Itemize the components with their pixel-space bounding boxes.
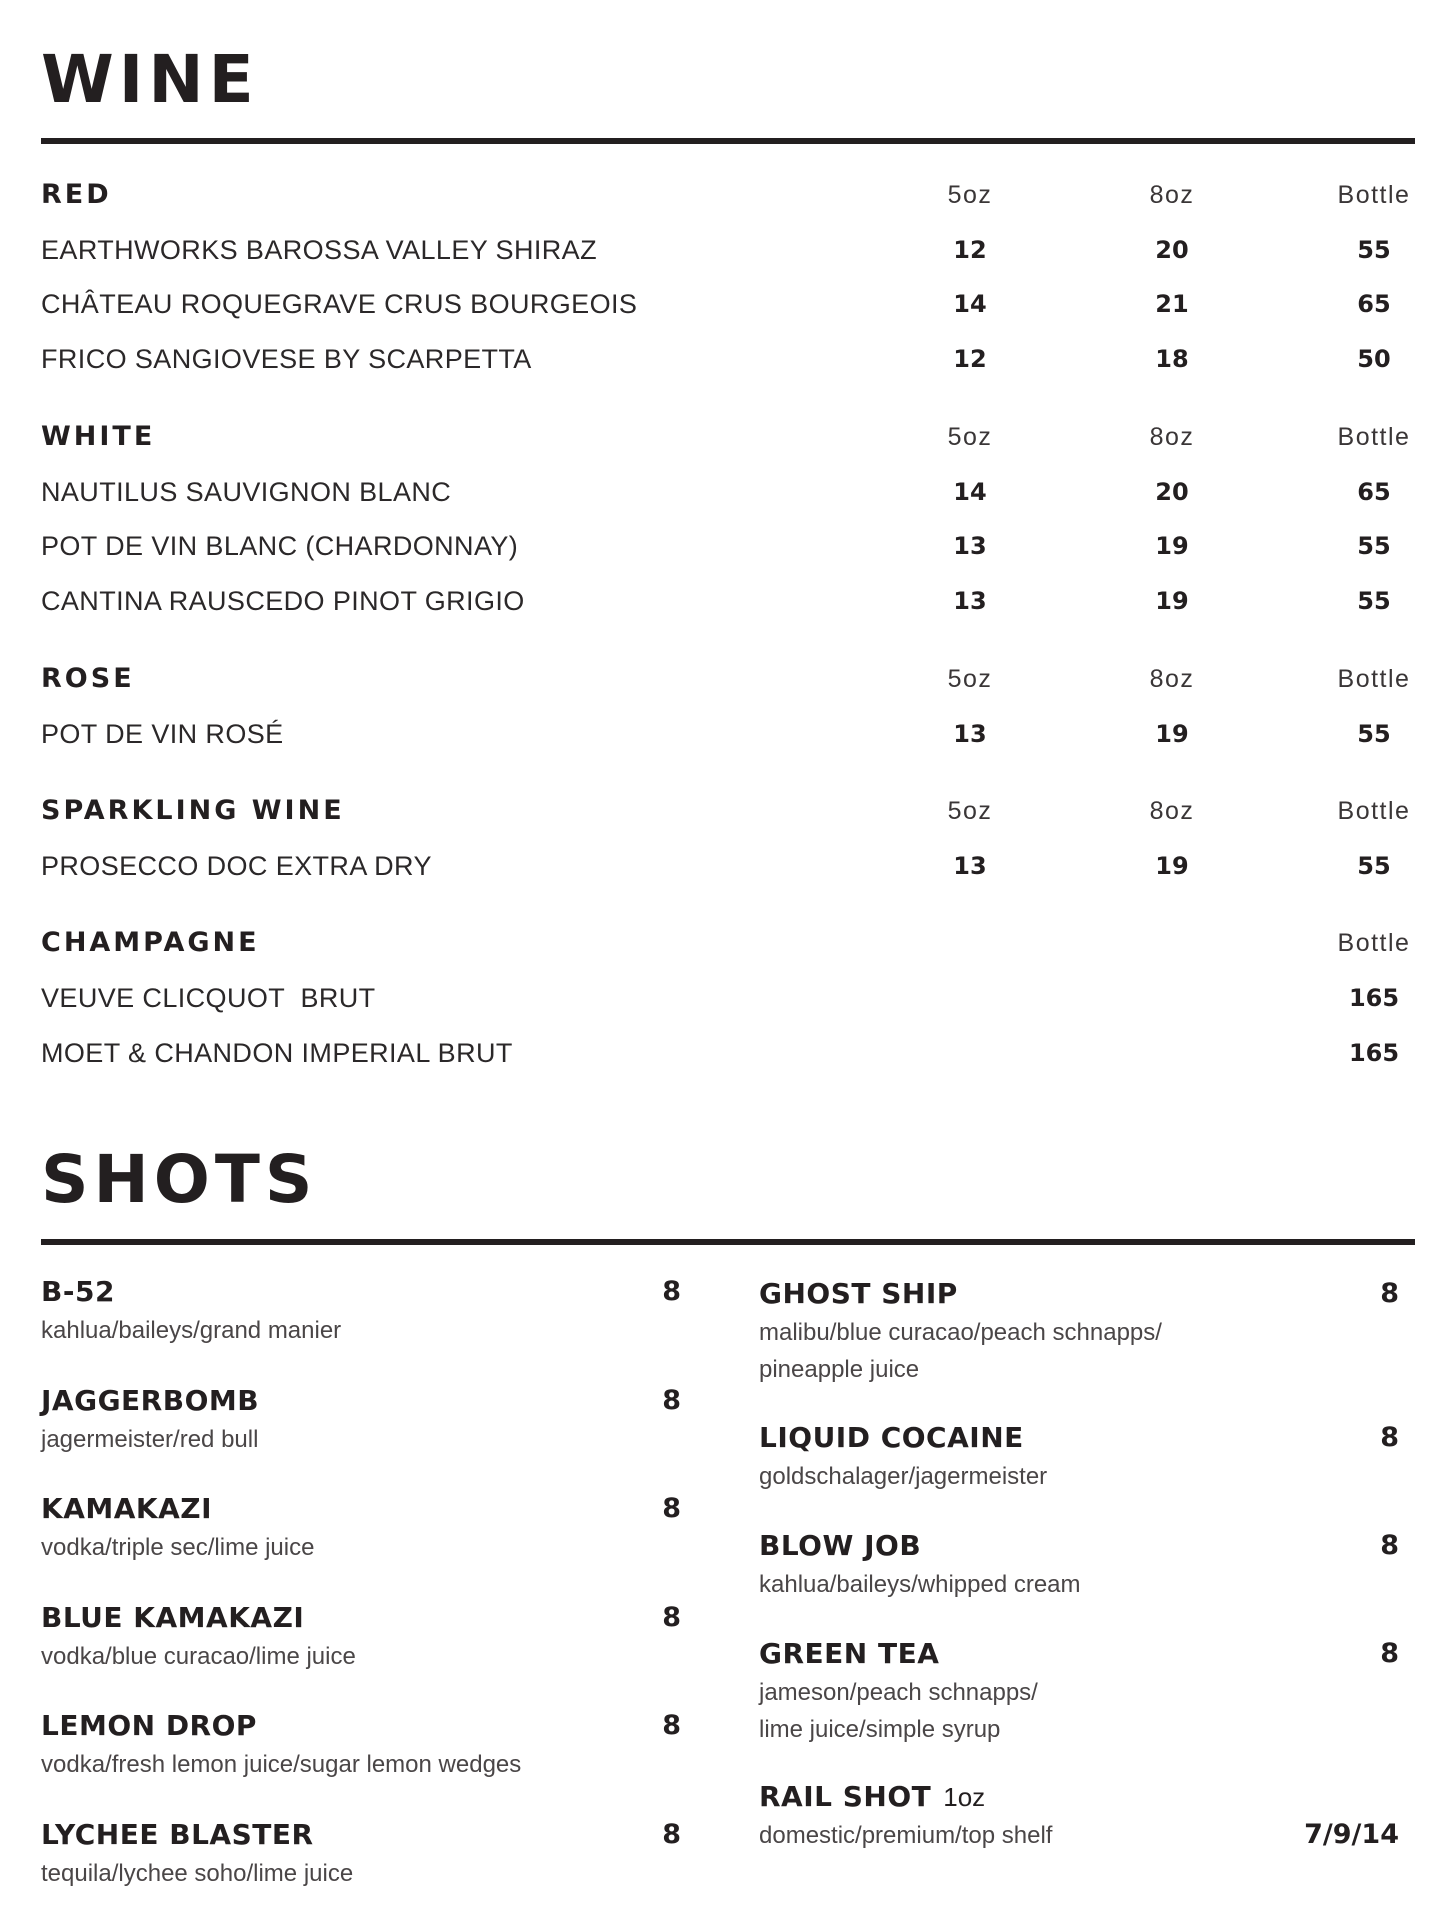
shot-price: 8 xyxy=(1380,1530,1399,1561)
wine-item xyxy=(41,978,1415,1018)
price-5oz: 14 xyxy=(953,290,987,318)
shot-price: 8 xyxy=(1380,1638,1399,1669)
size-header-8oz: 8oz xyxy=(1149,665,1195,693)
shot-name: LIQUID COCAINE xyxy=(759,1421,1024,1454)
price-bottle: 55 xyxy=(1357,720,1391,748)
price-5oz: 13 xyxy=(953,587,987,615)
shot-ingredients: jagermeister/red bull xyxy=(41,1426,259,1453)
menu-page xyxy=(41,0,1415,1920)
price-bottle: 65 xyxy=(1357,478,1391,506)
wine-name: POT DE VIN BLANC (CHARDONNAY) xyxy=(41,531,519,561)
price-5oz: 13 xyxy=(953,720,987,748)
shots-title: SHOTS xyxy=(41,1141,318,1218)
price-8oz: 20 xyxy=(1155,478,1189,506)
shot-price: 8 xyxy=(662,1276,681,1307)
category-header xyxy=(41,659,1415,699)
shot-name: BLUE KAMAKAZI xyxy=(41,1601,305,1634)
shot-name: LEMON DROP xyxy=(41,1709,257,1742)
size-header-bottle: Bottle xyxy=(1337,665,1411,693)
shot-ingredients: kahlua/baileys/whipped cream xyxy=(759,1571,1081,1598)
shot-name: LYCHEE BLASTER xyxy=(41,1818,314,1851)
shot-ingredients: kahlua/baileys/grand manier xyxy=(41,1317,342,1344)
shot-price: 8 xyxy=(1380,1422,1399,1453)
wine-title: WINE xyxy=(41,41,259,118)
size-header-5oz: 5oz xyxy=(947,423,993,451)
price-bottle: 55 xyxy=(1357,852,1391,880)
shot-ingredients: vodka/blue curacao/lime juice xyxy=(41,1643,356,1670)
price-5oz: 13 xyxy=(953,532,987,560)
price-8oz: 20 xyxy=(1155,236,1189,264)
category-label: ROSE xyxy=(41,663,135,694)
price-8oz: 18 xyxy=(1155,345,1189,373)
shot-name: KAMAKAZI xyxy=(41,1492,212,1525)
ingredients-line: lime juice/simple syrup xyxy=(759,1716,1001,1743)
shot-price: 8 xyxy=(1380,1278,1399,1309)
price-5oz: 12 xyxy=(953,236,987,264)
wine-name: MOET & CHANDON IMPERIAL BRUT xyxy=(41,1038,513,1068)
price-bottle: 50 xyxy=(1357,345,1391,373)
price-8oz: 19 xyxy=(1155,532,1189,560)
wine-name: EARTHWORKS BAROSSA VALLEY SHIRAZ xyxy=(41,235,597,265)
shot-name xyxy=(759,1779,985,1815)
shot-ingredients: tequila/lychee soho/lime juice xyxy=(41,1860,354,1887)
shot-ingredients xyxy=(759,1314,1162,1388)
shot-name-text: RAIL SHOT xyxy=(759,1780,932,1813)
shot-price: 8 xyxy=(662,1710,681,1741)
category-header xyxy=(41,923,1415,963)
price-5oz: 12 xyxy=(953,345,987,373)
category-label: RED xyxy=(41,179,112,210)
ingredients-line: pineapple juice xyxy=(759,1356,920,1383)
wine-item xyxy=(41,1033,1415,1073)
shot-ingredients xyxy=(759,1674,1038,1748)
category-header xyxy=(41,791,1415,831)
size-header-bottle: Bottle xyxy=(1337,423,1411,451)
price-bottle: 165 xyxy=(1348,1039,1400,1067)
shot-name: GREEN TEA xyxy=(759,1637,940,1670)
wine-item xyxy=(41,230,1415,270)
price-5oz: 14 xyxy=(953,478,987,506)
shot-ingredients: vodka/fresh lemon juice/sugar lemon wedges xyxy=(41,1751,522,1778)
price-bottle: 65 xyxy=(1357,290,1391,318)
price-8oz: 21 xyxy=(1155,290,1189,318)
wine-name: POT DE VIN ROSÉ xyxy=(41,719,284,749)
shot-price: 7/9/14 xyxy=(1304,1819,1399,1850)
size-header-8oz: 8oz xyxy=(1149,797,1195,825)
shot-name: GHOST SHIP xyxy=(759,1277,958,1310)
wine-name: CANTINA RAUSCEDO PINOT GRIGIO xyxy=(41,586,525,616)
wine-name: CHÂTEAU ROQUEGRAVE CRUS BOURGEOIS xyxy=(41,289,638,319)
shot-price: 8 xyxy=(662,1493,681,1524)
price-bottle: 55 xyxy=(1357,236,1391,264)
price-bottle: 55 xyxy=(1357,532,1391,560)
shot-name: B-52 xyxy=(41,1275,115,1308)
wine-name: FRICO SANGIOVESE BY SCARPETTA xyxy=(41,344,532,374)
category-label: WHITE xyxy=(41,421,156,452)
wine-item xyxy=(41,714,1415,754)
wine-item xyxy=(41,526,1415,566)
size-header-8oz: 8oz xyxy=(1149,423,1195,451)
wine-name: VEUVE CLICQUOT BRUT xyxy=(41,983,376,1013)
wine-item xyxy=(41,339,1415,379)
shot-unit: 1oz xyxy=(943,1782,986,1812)
price-bottle: 165 xyxy=(1348,984,1400,1012)
size-header-bottle: Bottle xyxy=(1337,929,1411,957)
price-8oz: 19 xyxy=(1155,587,1189,615)
wine-name: PROSECCO DOC EXTRA DRY xyxy=(41,851,432,881)
price-8oz: 19 xyxy=(1155,720,1189,748)
category-label: SPARKLING WINE xyxy=(41,795,345,826)
ingredients-line: malibu/blue curacao/peach schnapps/ xyxy=(759,1319,1162,1346)
category-label: CHAMPAGNE xyxy=(41,927,260,958)
shot-ingredients: goldschalager/jagermeister xyxy=(759,1463,1048,1490)
shot-ingredients: domestic/premium/top shelf xyxy=(759,1822,1053,1849)
size-header-8oz: 8oz xyxy=(1149,181,1195,209)
wine-item xyxy=(41,472,1415,512)
price-bottle: 55 xyxy=(1357,587,1391,615)
category-header xyxy=(41,175,1415,215)
size-header-bottle: Bottle xyxy=(1337,181,1411,209)
shot-name: JAGGERBOMB xyxy=(41,1384,260,1417)
wine-item xyxy=(41,581,1415,621)
ingredients-line: jameson/peach schnapps/ xyxy=(759,1679,1038,1706)
shot-name: BLOW JOB xyxy=(759,1529,922,1562)
wine-divider xyxy=(41,138,1415,144)
shot-price: 8 xyxy=(662,1819,681,1850)
shot-price: 8 xyxy=(662,1602,681,1633)
size-header-5oz: 5oz xyxy=(947,797,993,825)
price-5oz: 13 xyxy=(953,852,987,880)
category-header xyxy=(41,417,1415,457)
shot-ingredients: vodka/triple sec/lime juice xyxy=(41,1534,315,1561)
wine-item xyxy=(41,284,1415,324)
shot-price: 8 xyxy=(662,1385,681,1416)
price-8oz: 19 xyxy=(1155,852,1189,880)
size-header-5oz: 5oz xyxy=(947,181,993,209)
size-header-5oz: 5oz xyxy=(947,665,993,693)
wine-name: NAUTILUS SAUVIGNON BLANC xyxy=(41,477,452,507)
size-header-bottle: Bottle xyxy=(1337,797,1411,825)
wine-item xyxy=(41,846,1415,886)
shots-divider xyxy=(41,1239,1415,1245)
